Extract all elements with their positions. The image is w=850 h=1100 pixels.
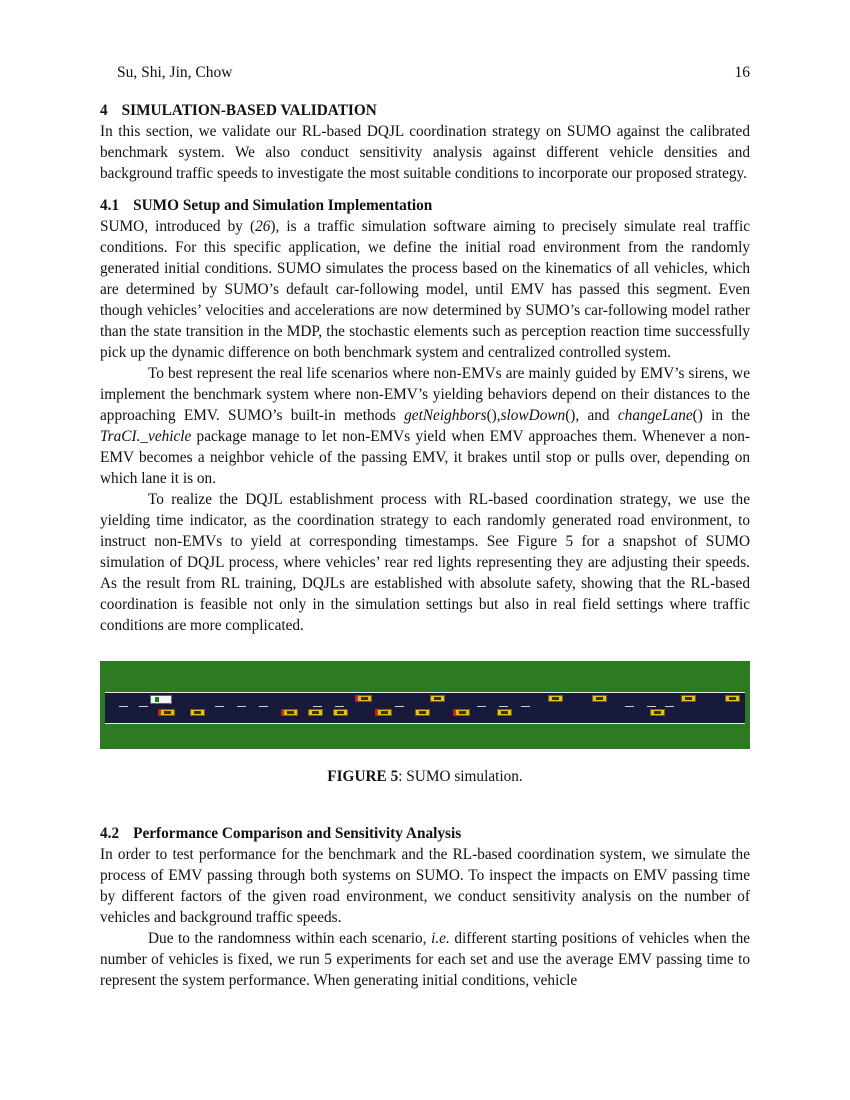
- figure-5-caption: FIGURE 5: SUMO simulation.: [327, 768, 523, 785]
- citation-ref: 26: [255, 218, 271, 235]
- section-4-1-paragraph-1: SUMO, introduced by (26), is a traffic simulation software aiming to precisely simulate real traffic conditions. For this specific application, we define the initial road environment from the randomly generated initial conditions. SUMO simulates the process based on the kinematics of all vehicles, which are determined by SUMO’s default car-following model, until EMV has passed this segment. Even though vehicles’ velocities and accelerations are now determined by SUMO’s car-following model rather than the state transition in the MDP, the stochastic elements such as perception reaction time successfully pick up the dynamic difference on both benchmark system and centralized controlled system.: [100, 218, 750, 361]
- vehicle: [160, 709, 175, 716]
- running-header-authors: Su, Shi, Jin, Chow: [117, 64, 233, 81]
- vehicle: [455, 709, 470, 716]
- vehicle: [308, 709, 323, 716]
- vehicle: [415, 709, 430, 716]
- section-4-number: 4: [100, 102, 108, 119]
- vehicle: [592, 695, 607, 702]
- vehicle: [497, 709, 512, 716]
- vehicle: [548, 695, 563, 702]
- vehicle: [725, 695, 740, 702]
- section-4-1-title: SUMO Setup and Simulation Implementation: [133, 197, 433, 214]
- section-4-paragraph-1: In this section, we validate our RL-based DQJL coordination strategy on SUMO against the calibrated benchmark system. We also conduct sensitivity analysis against different vehicle densities and background traffic speeds to investigate the most suitable conditions to incorporate our proposed strategy.: [100, 123, 750, 182]
- section-4-title: SIMULATION-BASED VALIDATION: [121, 102, 377, 119]
- section-4-2-paragraph-2: Due to the randomness within each scenario, i.e. different starting positions of vehicles when the number of vehicles is fixed, we run 5 experiments for each set and use the average EMV passing time to represent the system performance. When generating initial conditions, vehicle: [100, 930, 751, 989]
- section-4-2-title: Performance Comparison and Sensitivity Analysis: [133, 825, 462, 842]
- sumo-simulation-figure: [100, 661, 750, 749]
- body-content: [100, 100, 750, 991]
- figure-label: FIGURE 5: [327, 768, 399, 785]
- page-number: 16: [734, 64, 750, 81]
- section-4-1-paragraph-2: To best represent the real life scenarios where non-EMVs are mainly guided by EMV’s sirens, we implement the benchmark system where non-EMV’s yielding behaviors depend on their distances to the approaching EMV. SUMO’s built-in methods getNeighbors(),slowDown(), and changeLane() in the TraCI._vehicle package manage to let non-EMVs yield when EMV approaches them. Whenever a non-EMV becomes a neighbor vehicle of the passing EMV, it brakes until stop or pulls over, depending on which lane it is on.: [100, 365, 750, 487]
- vehicle: [650, 709, 665, 716]
- section-4-2-number: 4.2: [100, 825, 120, 842]
- vehicle: [681, 695, 696, 702]
- road-segment: [105, 692, 745, 724]
- vehicle: [430, 695, 445, 702]
- section-4-1-heading: [100, 195, 750, 216]
- section-4-heading: [100, 100, 750, 121]
- section-4-2-heading: [100, 823, 750, 844]
- vehicle: [333, 709, 348, 716]
- vehicle: [357, 695, 372, 702]
- vehicle: [190, 709, 205, 716]
- vehicle: [377, 709, 392, 716]
- section-4-2-paragraph-1: In order to test performance for the benchmark and the RL-based coordination system, we simulate the process of EMV passing through both systems on SUMO. To inspect the impacts on EMV passing time by different factors of the given road environment, we conduct sensitivity analysis on the number of vehicles and background traffic speeds.: [100, 846, 750, 926]
- emergency-vehicle: [150, 695, 172, 704]
- vehicle: [283, 709, 298, 716]
- section-4-1-paragraph-3: To realize the DQJL establishment process with RL-based coordination strategy, we use the yielding time indicator, as the coordination strategy to each randomly generated road environment, to instruct non-EMVs to yield at corresponding timestamps. See Figure 5 for a snapshot of SUMO simulation of DQJL process, where vehicles’ rear red lights representing they are adjusting their speeds. As the result from RL training, DQJLs are established with absolute safety, showing that the RL-based coordination is feasible not only in the simulation settings but also in real field settings where traffic conditions are more complicated.: [100, 491, 750, 634]
- section-4-1-number: 4.1: [100, 197, 120, 214]
